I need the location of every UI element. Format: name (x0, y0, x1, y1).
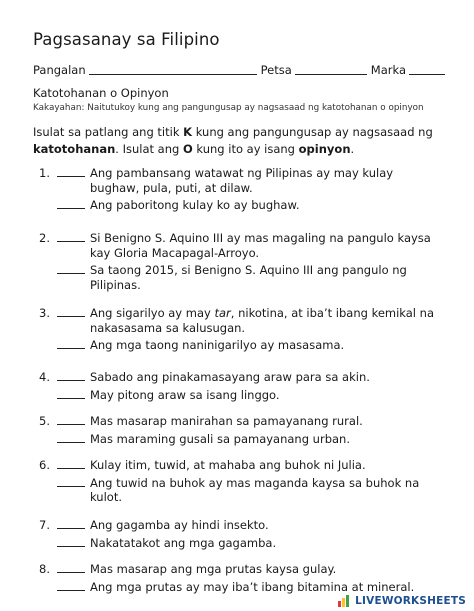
question-5 (0, 414, 474, 446)
question-number: 8. (39, 562, 50, 576)
statement-text: Mas masarap manirahan sa pamayanang rural. (90, 414, 363, 428)
statement-text: Ang mga taong naninigarilyo ay masasama. (90, 338, 345, 352)
statement-text: Nakatatakot ang mga gagamba. (90, 535, 277, 550)
answer-blank[interactable] (57, 590, 85, 591)
statement-text: Mas masarap ang mga prutas kaysa gulay. (90, 562, 337, 576)
answer-blank[interactable] (57, 468, 85, 469)
instructions (33, 124, 453, 158)
answer-blank[interactable] (57, 241, 85, 242)
date-field[interactable] (295, 62, 367, 75)
answer-blank[interactable] (57, 273, 85, 274)
question-number: 1. (39, 166, 50, 180)
instr-text: Isulat sa patlang ang titik (33, 125, 180, 139)
statement-part: Ang sigarilyo ay may (90, 306, 215, 320)
question-2 (0, 231, 474, 292)
statement-text: kulot. (90, 490, 122, 504)
question-number: 3. (39, 306, 50, 320)
instr-k-letter: K (183, 125, 193, 139)
question-number: 4. (39, 370, 50, 384)
question-6 (0, 458, 474, 505)
statement-text: May pitong araw sa isang linggo. (90, 387, 280, 402)
statement-text: kay Gloria Macapagal-Arroyo. (90, 245, 260, 260)
brand-text: LIVEWORKSHEETS (355, 595, 466, 607)
instr-text: . (350, 142, 355, 156)
answer-blank[interactable] (57, 398, 85, 399)
answer-blank[interactable] (57, 528, 85, 529)
answer-blank[interactable] (57, 424, 85, 425)
instr-text: . Isulat ang (115, 142, 180, 156)
answer-blank[interactable] (57, 546, 85, 547)
question-7 (0, 518, 474, 550)
statement-text: Si Benigno S. Aquino III ay mas magaling na pangulo kaysa (90, 231, 431, 245)
statement-text: Ang tuwid na buhok ay mas maganda kaysa sa buhok na (90, 475, 420, 490)
section-title: Katotohanan o Opinyon (33, 86, 169, 100)
answer-blank[interactable] (57, 380, 85, 381)
name-label: Pangalan (33, 63, 86, 77)
answer-blank[interactable] (57, 348, 85, 349)
question-number: 5. (39, 414, 50, 428)
statement-text: nakasasama sa kalusugan. (90, 320, 246, 335)
name-field[interactable] (89, 62, 257, 75)
statement-text: Sa taong 2015, si Benigno S. Aquino III ang pangulo ng (90, 263, 407, 277)
answer-blank[interactable] (57, 442, 85, 443)
statement-text: bughaw, pula, puti, at dilaw. (90, 180, 253, 195)
question-4 (0, 370, 474, 402)
answer-blank[interactable] (57, 486, 85, 487)
instr-fact-word: katotohanan (33, 142, 116, 156)
instr-text: kung ito ay isang (196, 142, 295, 156)
statement-text: Kulay itim, tuwid, at mahaba ang buhok ni Julia. (90, 458, 366, 472)
page-title: Pagsasanay sa Filipino (33, 30, 220, 49)
question-number: 7. (39, 518, 50, 532)
statement-text: Pilipinas. (90, 277, 141, 292)
statement-italic-word: tar (214, 306, 231, 320)
statement-text: Ang gagamba ay hindi insekto. (90, 518, 269, 532)
student-info-row (33, 62, 449, 77)
answer-blank[interactable] (57, 572, 85, 573)
score-label: Marka (370, 63, 406, 77)
instr-text: kung ang pangungusap ay nagsasaad ng (195, 125, 433, 139)
question-number: 6. (39, 458, 50, 472)
liveworksheets-logo (338, 595, 466, 607)
statement-text: Ang mga prutas ay may iba’t ibang bitamina at mineral. (90, 579, 415, 594)
statement-part: , nikotina, at iba’t ibang kemikal na (230, 306, 434, 320)
bars-icon (338, 595, 352, 607)
answer-blank[interactable] (57, 176, 85, 177)
statement-text (90, 306, 434, 321)
answer-blank[interactable] (57, 208, 85, 209)
statement-text: Sabado ang pinakamasayang araw para sa akin. (90, 370, 370, 384)
statement-text: Mas maraming gusali sa pamayanang urban. (90, 431, 350, 446)
instr-o-letter: O (182, 142, 193, 156)
skill-description: Kakayahan: Naitutukoy kung ang pangungusap ay nagsasaad ng katotohanan o opinyon (33, 103, 424, 113)
date-label: Petsa (260, 63, 292, 77)
instr-opinion-word: opinyon (298, 142, 351, 156)
question-1 (0, 166, 474, 213)
answer-blank[interactable] (57, 316, 85, 317)
score-field[interactable] (409, 62, 445, 75)
question-number: 2. (39, 231, 50, 245)
statement-text: Ang paboritong kulay ko ay bughaw. (90, 198, 300, 212)
question-8 (0, 562, 474, 594)
question-3 (0, 306, 474, 353)
statement-text: Ang pambansang watawat ng Pilipinas ay may kulay (90, 166, 394, 180)
